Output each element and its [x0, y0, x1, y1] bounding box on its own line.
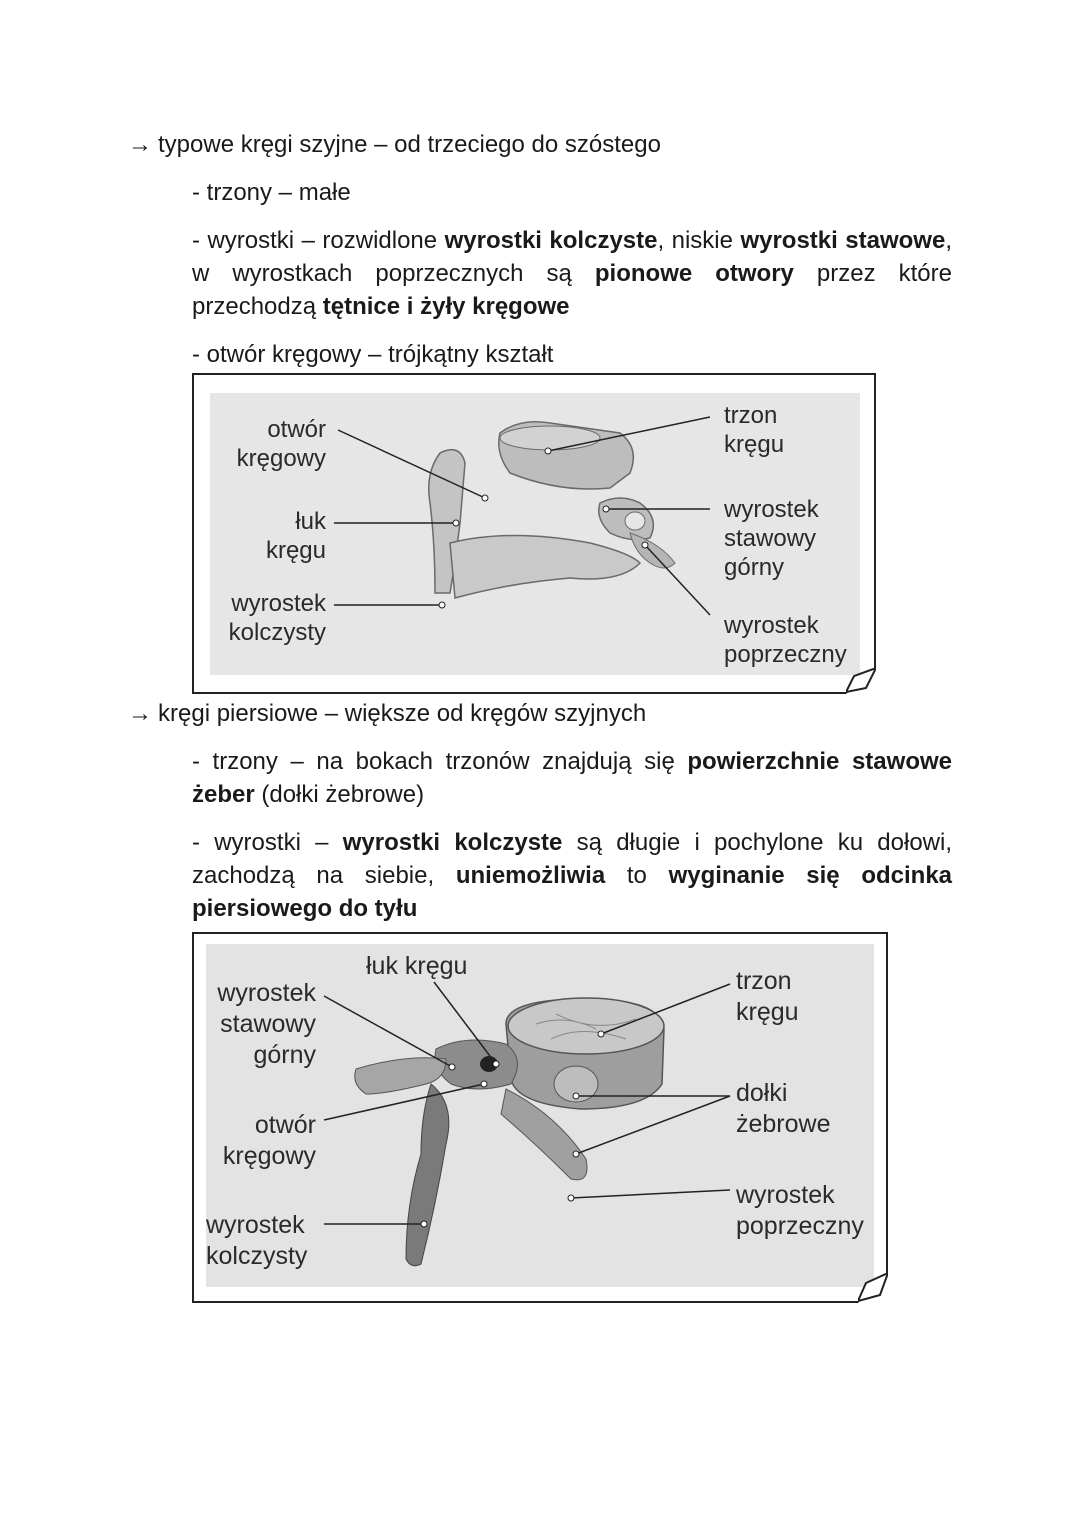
arrow-right-icon: → [128, 131, 152, 158]
section1-bullet-wyrostki: - wyrostki – rozwidlone wyrostki kolczyste, niskie wyrostki stawowe, w wyrostkach poprzecznych są pionowe otwory przez które przechodzą tętnice i żyły kręgowe [192, 227, 952, 320]
section2-bullet-trzony: - trzony – na bokach trzonów znajdują się powierzchnie stawowe żeber (dołki żebrowe) [192, 748, 952, 808]
section2-heading: → kręgi piersiowe – większe od kręgów szyjnych [128, 697, 646, 730]
section1-heading: → typowe kręgi szyjne – od trzeciego do szóstego [128, 128, 661, 161]
label-wyrostek-poprzeczny: wyrostek poprzeczny [724, 612, 847, 668]
label-otwor-kregowy: otwór kręgowy [236, 416, 326, 472]
section1-bullet-trzony: - trzony – małe [192, 179, 351, 206]
section2-bullet-wyrostki: - wyrostki – wyrostki kolczyste są długie i pochylone ku dołowi, zachodzą na siebie, uniemożliwia to wyginanie się odcinka piersiowego do tyłu [192, 829, 953, 922]
label-trzon-kregu: trzon kręgu [736, 967, 799, 1026]
arrow-right-icon: → [128, 700, 152, 727]
label-wyrostek-stawowy-gorny: wyrostek stawowy górny [217, 979, 316, 1069]
page-curl-icon [846, 668, 876, 694]
section1-bullet-otwor: - otwór kręgowy – trójkątny kształt [192, 341, 554, 368]
figure-cervical-vertebra [192, 373, 876, 694]
pointer-poprzeczny [645, 545, 710, 615]
label-luk-kregu: łuk kręgu [366, 952, 468, 980]
label-otwor-kregowy: otwór kręgowy [222, 1111, 316, 1170]
pointer-stawowy [324, 996, 452, 1067]
label-luk-kregu: łuk kręgu [265, 508, 326, 564]
label-wyrostek-stawowy-gorny: wyrostek stawowy górny [724, 496, 819, 581]
figure-image [206, 944, 874, 1287]
label-wyrostek-kolczysty: wyrostek kolczysty [206, 1211, 308, 1270]
figure-thoracic-vertebra [192, 932, 888, 1303]
pointer-poprzeczny [571, 1190, 730, 1198]
label-wyrostek-kolczysty: wyrostek kolczysty [228, 590, 326, 646]
label-wyrostek-poprzeczny: wyrostek poprzeczny [736, 1181, 864, 1240]
figure-image [210, 393, 860, 675]
page-curl-icon [858, 1273, 888, 1303]
label-trzon-kregu: trzon kręgu [724, 402, 785, 458]
label-dolki-zebrowe: dołki żebrowe [736, 1079, 831, 1138]
